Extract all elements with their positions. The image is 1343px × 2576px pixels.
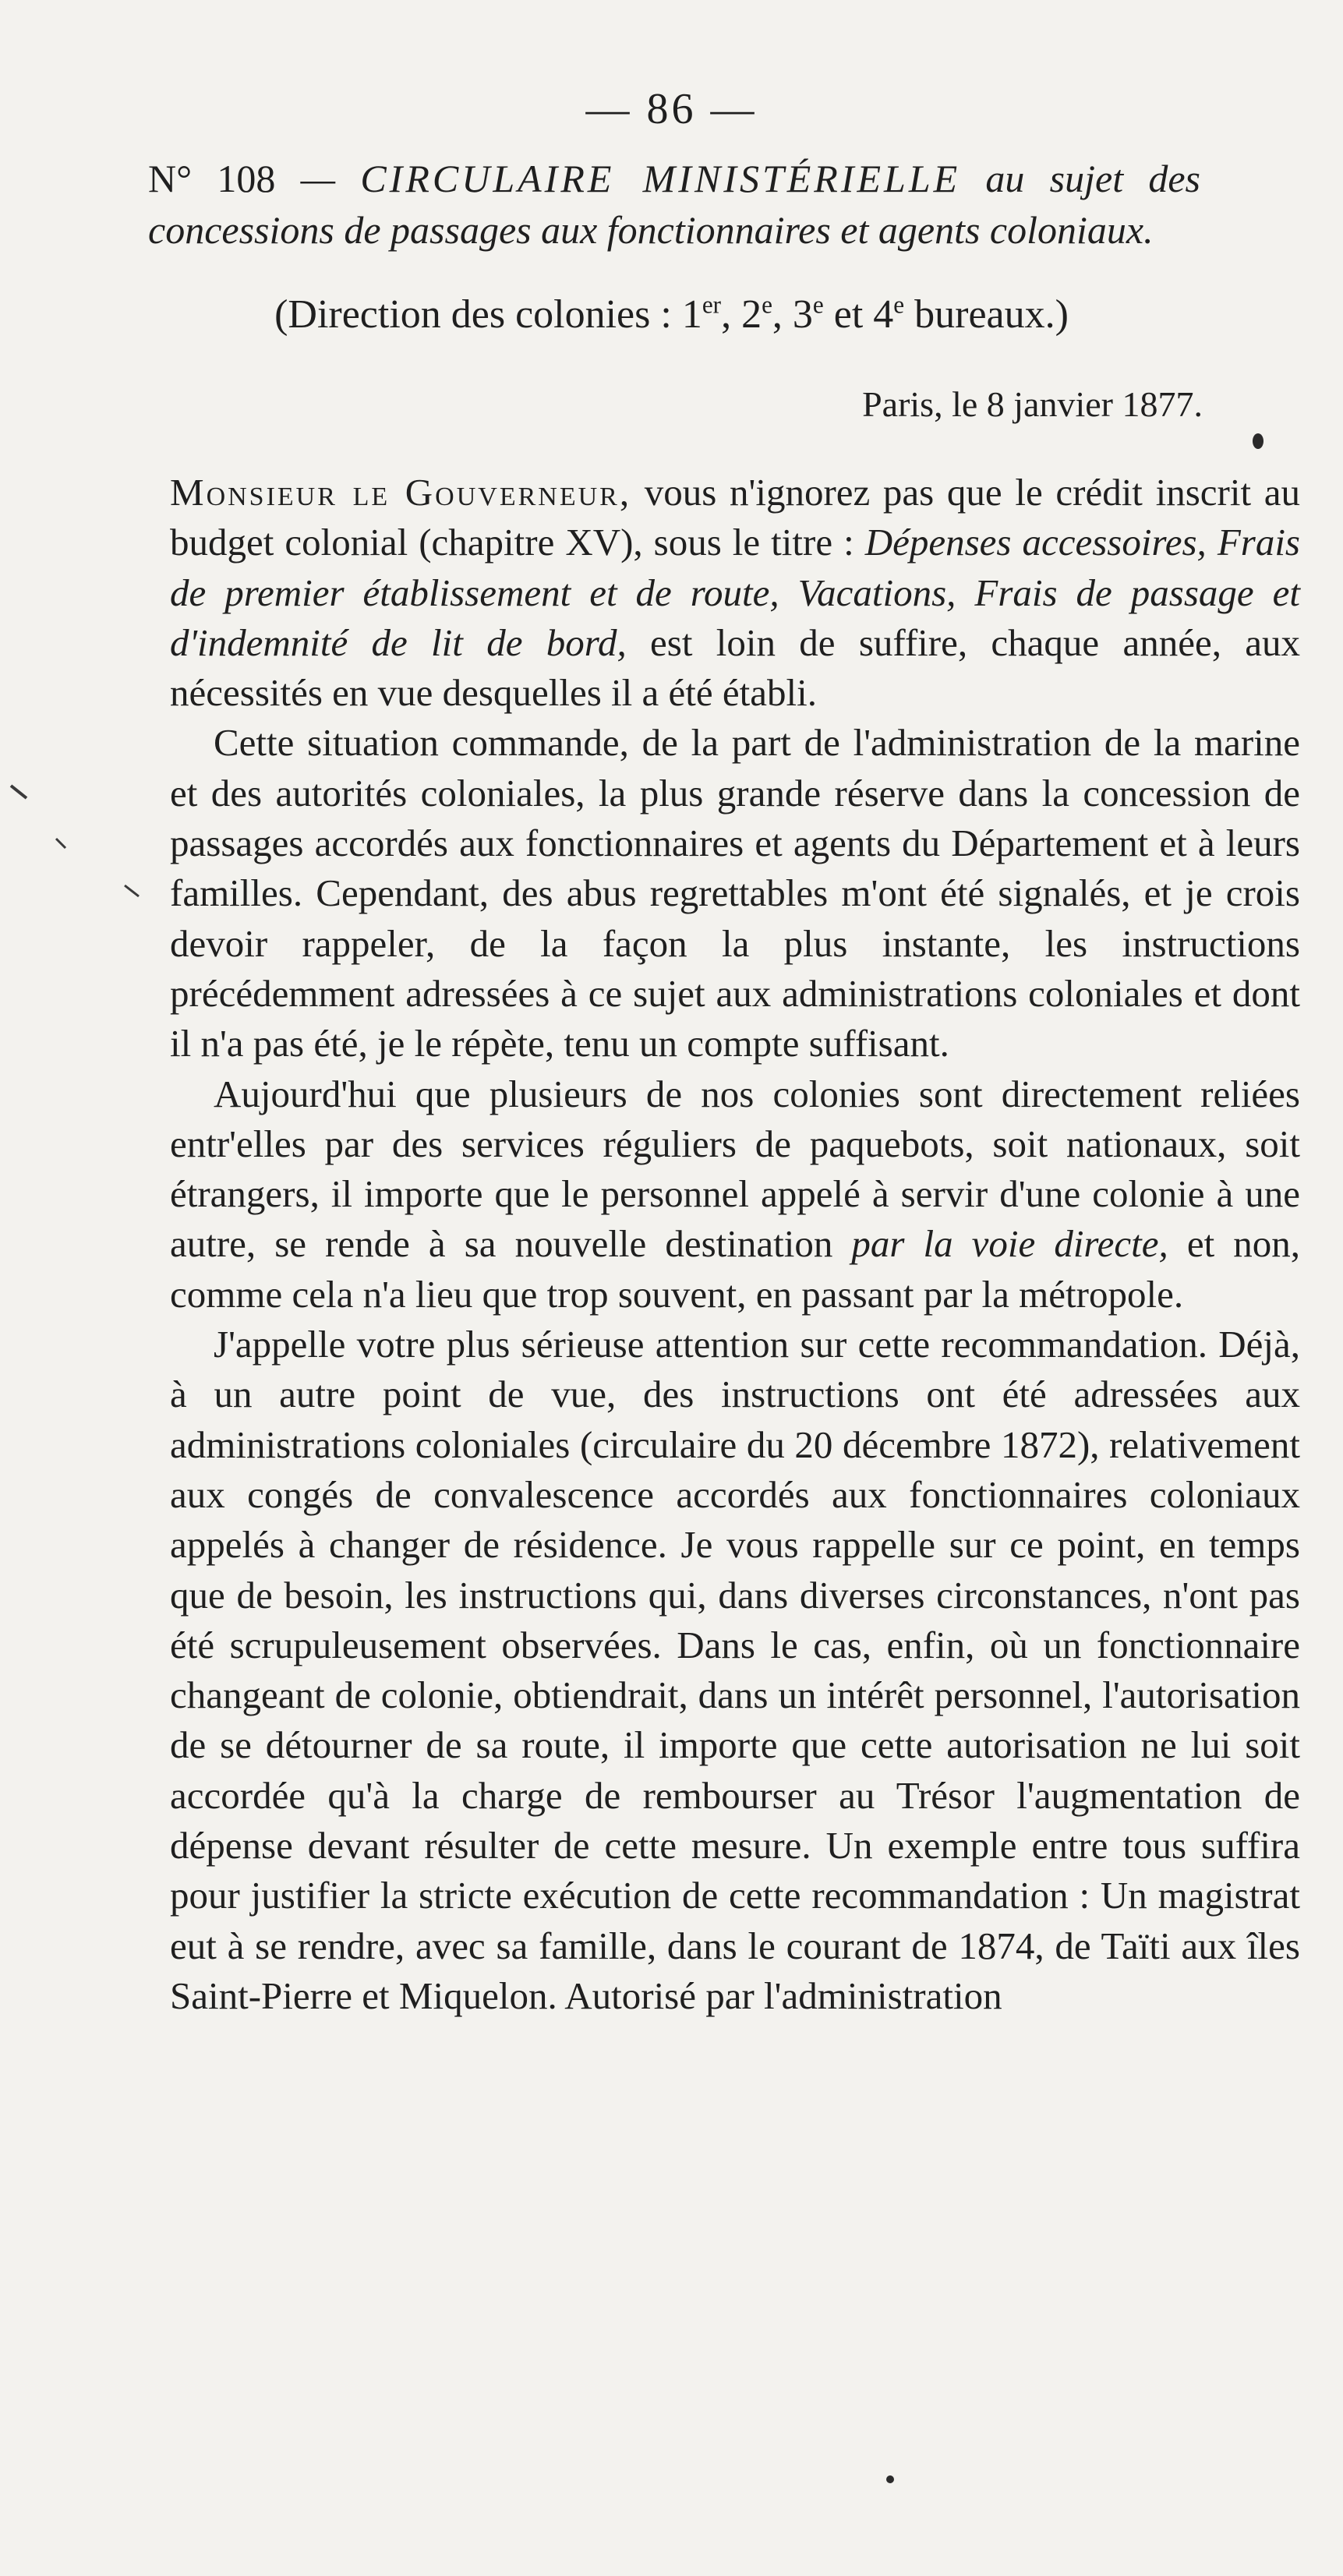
direction-text: et 4 [823, 292, 894, 337]
margin-tick-mark [11, 786, 27, 798]
superscript: e [893, 291, 905, 319]
heading-dash: — [275, 157, 361, 200]
circular-title: CIRCULAIRE MINISTÉRIELLE [360, 157, 961, 200]
direction-line [0, 292, 1343, 337]
ink-speck [1253, 433, 1263, 449]
superscript: e [812, 291, 824, 319]
letter-body [170, 468, 1300, 2021]
margin-tick-mark [125, 885, 139, 896]
paragraph-italic: par la voie directe, [851, 1222, 1168, 1266]
paragraph: Cette situation commande, de la part de l'administration de la marine et des autorités coloniales, la plus grande réserve dans la concession de passages accordés aux fonctionnaires et agents du Département et à leurs familles. Cependant, des abus regrettables m'ont été signalés, et je crois devoir rappeler, de la façon la plus instante, les instructions précédemment adressées à ce sujet aux administrations coloniales et dont il n'a pas été, je le répète, tenu un compte suffisant. [170, 721, 1300, 1065]
paragraph-text: vous n'ignorez pas que le crédit inscrit au budget colonial (chapitre XV), sous le titre : [170, 471, 1300, 564]
direction-text: bureaux.) [904, 292, 1069, 337]
salutation: Monsieur le Gouverneur, [170, 471, 632, 514]
superscript: er [702, 291, 722, 319]
direction-text: (Direction des colonies : 1 [274, 292, 702, 337]
circular-heading [148, 153, 1200, 256]
margin-tick-mark [56, 839, 65, 848]
circular-number: N° 108 [148, 157, 276, 200]
paragraph [170, 468, 1300, 718]
superscript: e [762, 291, 772, 319]
paragraph [170, 1069, 1300, 1320]
paragraph-text: est loin de suffire, chaque année, aux nécessités en vue desquelles il a été établi. [170, 620, 1300, 715]
paragraph-text: et non, comme cela n'a lieu que trop souvent, en passant par la métropole. [170, 1222, 1300, 1316]
direction-text: , 3 [772, 292, 813, 337]
direction-text: , 2 [721, 292, 762, 337]
page-number: — 86 — [585, 85, 758, 133]
paragraph-italic: Dépenses accessoires, Frais de premier établissement et de route, Vacations, Frais de passage et d'indemnité de lit de bord, [170, 521, 1300, 664]
circular-subject: au sujet des concessions de passages aux fonctionnaires et agents coloniaux. [148, 157, 1200, 252]
ink-speck [886, 2475, 894, 2483]
paragraph: J'appelle votre plus sérieuse attention sur cette recommandation. Déjà, à un autre point de vue, des instructions ont été adressées aux administrations coloniales (circulaire du 20 décembre 1872), relativement aux congés de convalescence accordés aux fonctionnaires coloniaux appelés à changer de résidence. Je vous rappelle sur ce point, en temps que de besoin, les instructions qui, dans diverses circonstances, n'ont pas été scrupuleusement observées. Dans le cas, enfin, où un fonctionnaire changeant de colonie, obtiendrait, dans un intérêt personnel, l'autorisation de se détourner de sa route, il importe que cette autorisation ne lui soit accordée qu'à la charge de rembourser au Trésor l'augmentation de dépense devant résulter de cette mesure. Un exemple entre tous suffira pour justifier la stricte exécution de cette recommandation : Un magistrat eut à se rendre, avec sa famille, dans le courant de 1874, de Taïti aux îles Saint-Pierre et Miquelon. Autorisé par l'administration [170, 1323, 1300, 2017]
paragraph-text: Aujourd'hui que plusieurs de nos colonies sont directement reliées entr'elles par des services réguliers de paquebots, soit nationaux, soit étrangers, il importe que le personnel appelé à servir d'une colonie à une autre, se rende à sa nouvelle destination [170, 1072, 1300, 1266]
dateline: Paris, le 8 janvier 1877. [862, 384, 1203, 424]
